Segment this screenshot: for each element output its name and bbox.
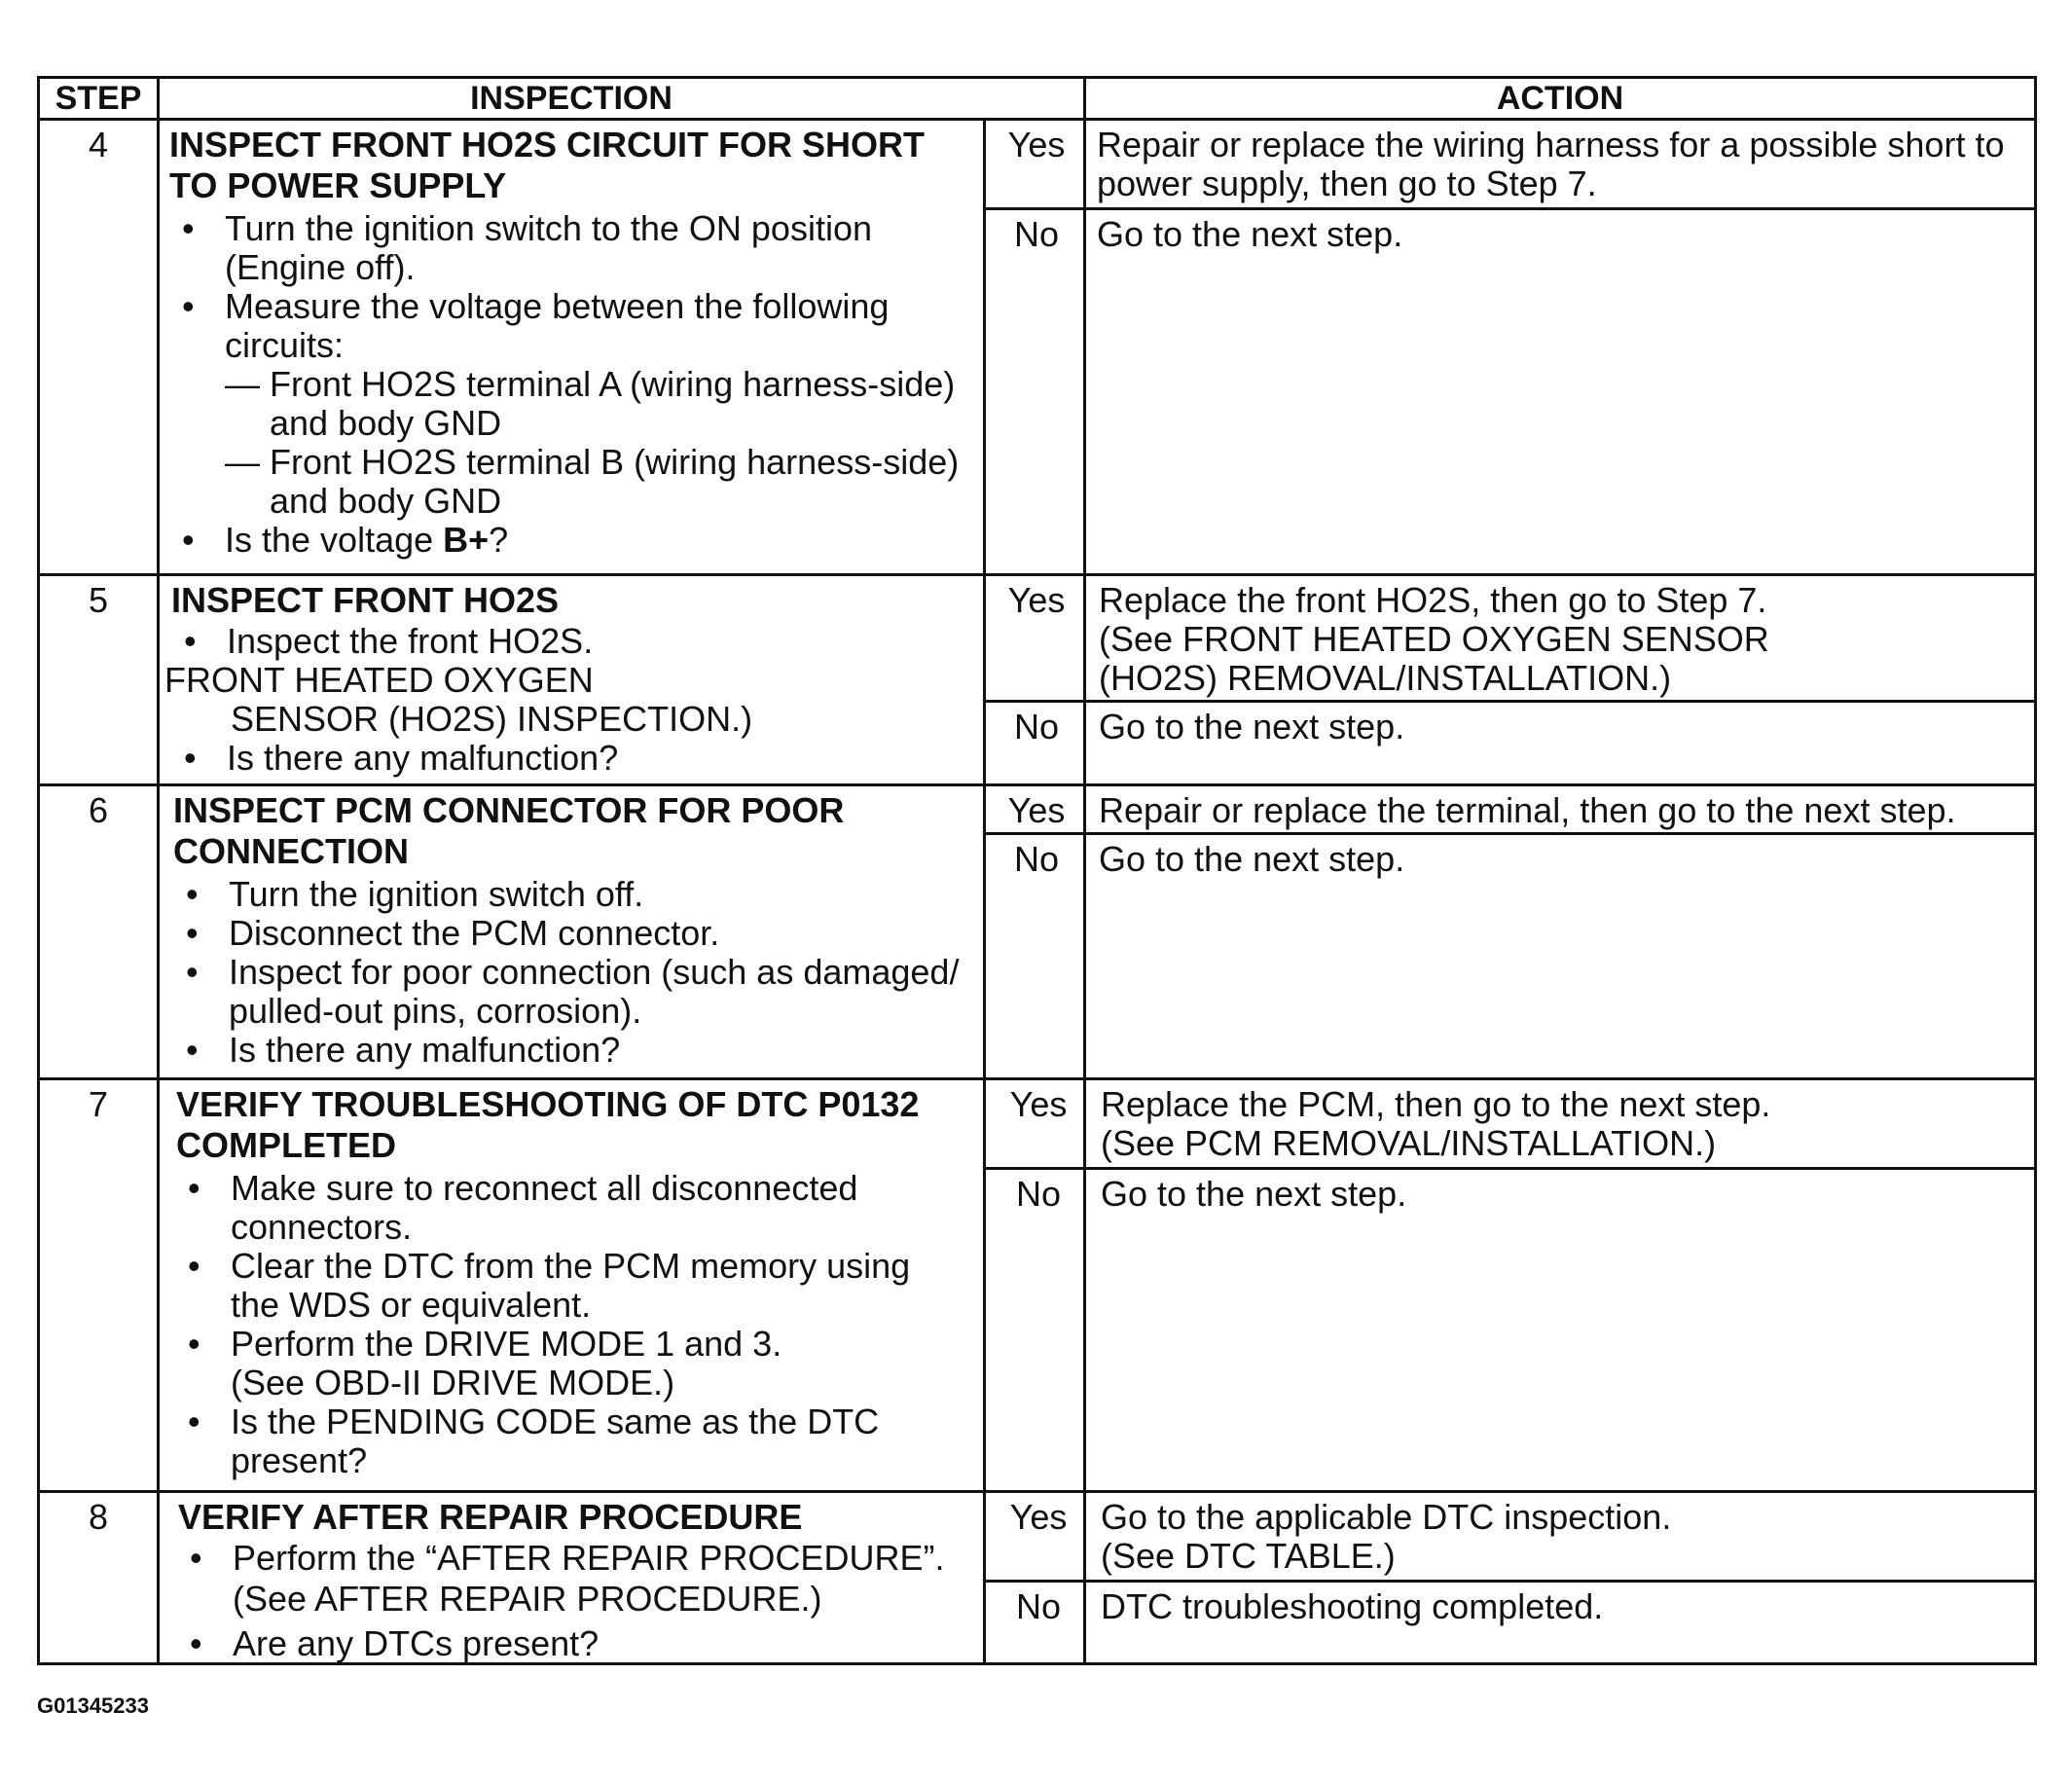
col-divider-step (157, 79, 160, 1662)
step-title: TO POWER SUPPLY (169, 165, 507, 205)
yes-label: Yes (1009, 1497, 1068, 1537)
no-label: No (1013, 707, 1060, 746)
step-title: VERIFY AFTER REPAIR PROCEDURE (178, 1497, 803, 1537)
inspection-line: — Front HO2S terminal A (wiring harness-side) (225, 364, 956, 404)
no-action: Go to the next step. (1099, 839, 1405, 879)
step-title: VERIFY TROUBLESHOOTING OF DTC P0132 (176, 1084, 920, 1124)
yes-no-rule (983, 832, 2034, 835)
inspection-line: the WDS or equivalent. (231, 1285, 592, 1325)
inspection-line: present? (231, 1440, 368, 1480)
no-label: No (1015, 1586, 1062, 1626)
troubleshooting-table (37, 76, 2037, 1665)
row-rule (40, 573, 2034, 576)
step-number: 5 (88, 580, 109, 620)
col-divider-yesno (983, 118, 986, 1662)
header-step: STEP (55, 80, 142, 117)
step-number: 7 (88, 1084, 109, 1124)
row-rule (40, 783, 2034, 786)
step-title: INSPECT FRONT HO2S CIRCUIT FOR SHORT (169, 125, 926, 164)
yes-label: Yes (1009, 1084, 1068, 1124)
inspection-line: • Is there any malfunction? (229, 1031, 620, 1071)
no-action: Go to the next step. (1101, 1174, 1407, 1214)
step-title: INSPECT FRONT HO2S (171, 580, 560, 620)
row-rule (40, 1077, 2034, 1080)
row-rule (40, 1490, 2034, 1493)
inspection-line: SENSOR (HO2S) INSPECTION.) (231, 699, 753, 739)
figure-id: G01345233 (37, 1693, 149, 1718)
yes-action: (HO2S) REMOVAL/INSTALLATION.) (1099, 658, 1672, 698)
inspection-line: circuits: (225, 325, 345, 365)
step-number: 6 (88, 790, 109, 830)
header-rule (40, 118, 2034, 121)
yes-label: Yes (1007, 580, 1066, 620)
no-action: Go to the next step. (1097, 214, 1403, 254)
no-label: No (1015, 1174, 1062, 1214)
no-action: DTC troubleshooting completed. (1101, 1586, 1604, 1626)
inspection-line: — Front HO2S terminal B (wiring harness-side) (225, 442, 960, 482)
no-action: Go to the next step. (1099, 707, 1405, 746)
header-inspection: INSPECTION (470, 80, 672, 117)
inspection-line: • Make sure to reconnect all disconnected (231, 1169, 857, 1209)
step-title: COMPLETED (176, 1125, 397, 1165)
yes-action: (See DTC TABLE.) (1101, 1536, 1396, 1576)
step-number: 8 (88, 1497, 109, 1537)
yes-action: Replace the front HO2S, then go to Step 7. (1099, 580, 1767, 620)
yes-label: Yes (1007, 125, 1066, 164)
inspection-line: • Inspect the front HO2S. (227, 622, 593, 662)
inspection-line: • Perform the “AFTER REPAIR PROCEDURE”. (233, 1539, 944, 1579)
inspection-line: and body GND (270, 403, 502, 443)
inspection-line: • Are any DTCs present? (233, 1624, 599, 1664)
yes-no-rule (983, 700, 2034, 703)
inspection-line: • Is the voltage B+? (225, 521, 508, 561)
inspection-line: FRONT HEATED OXYGEN (164, 660, 594, 700)
yes-no-rule (983, 1167, 2034, 1170)
inspection-line: • Is the PENDING CODE same as the DTC (231, 1402, 879, 1442)
yes-action: (See FRONT HEATED OXYGEN SENSOR (1099, 619, 1769, 659)
step-title: INSPECT PCM CONNECTOR FOR POOR (173, 790, 845, 830)
yes-label: Yes (1007, 790, 1066, 830)
inspection-line: • Is there any malfunction? (227, 739, 618, 779)
yes-action: Repair or replace the wiring harness for a possible short to (1097, 125, 2005, 164)
yes-no-rule (983, 207, 2034, 210)
inspection-line: connectors. (231, 1207, 413, 1247)
inspection-line: (Engine off). (225, 247, 416, 287)
yes-action: power supply, then go to Step 7. (1097, 164, 1597, 203)
inspection-line: • Turn the ignition switch to the ON position (225, 209, 872, 249)
inspection-line: • Disconnect the PCM connector. (229, 914, 719, 954)
inspection-line: (See AFTER REPAIR PROCEDURE.) (233, 1579, 822, 1619)
inspection-line: (See OBD-II DRIVE MODE.) (231, 1363, 675, 1402)
yes-action: Repair or replace the terminal, then go to the next step. (1099, 790, 1956, 830)
inspection-line: and body GND (270, 481, 502, 521)
step-number: 4 (88, 125, 109, 164)
inspection-line: • Measure the voltage between the following (225, 287, 889, 327)
inspection-line: pulled-out pins, corrosion). (229, 991, 642, 1031)
step-title: CONNECTION (173, 831, 409, 871)
yes-action: Replace the PCM, then go to the next step. (1101, 1084, 1771, 1124)
no-label: No (1013, 839, 1060, 879)
inspection-line: • Inspect for poor connection (such as damaged/ (229, 953, 959, 993)
inspection-line: • Clear the DTC from the PCM memory using (231, 1247, 910, 1287)
yes-no-rule (983, 1580, 2034, 1583)
yes-action: (See PCM REMOVAL/INSTALLATION.) (1101, 1123, 1717, 1163)
header-action: ACTION (1496, 80, 1624, 117)
inspection-line: • Perform the DRIVE MODE 1 and 3. (231, 1325, 782, 1365)
inspection-line: • Turn the ignition switch off. (229, 875, 643, 915)
yes-action: Go to the applicable DTC inspection. (1101, 1497, 1672, 1537)
no-label: No (1013, 214, 1060, 254)
